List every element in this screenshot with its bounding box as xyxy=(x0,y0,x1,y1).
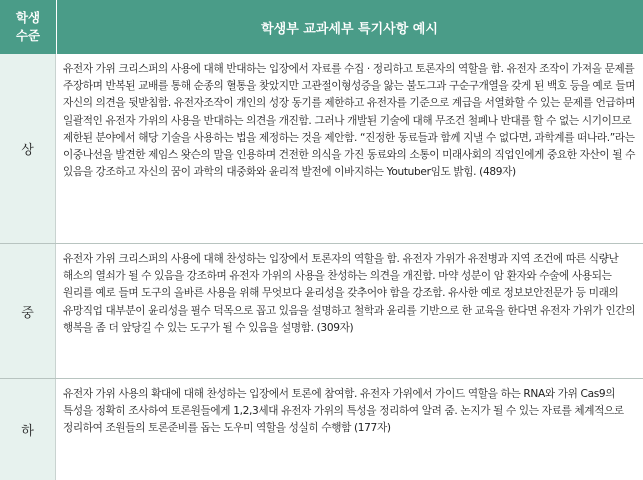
content-cell-low: 유전자 가위 사용의 확대에 대해 찬성하는 입장에서 토론에 참여함. 유전자 가위에서 가이드 역할을 하는 RNA와 가위 Cas9의 특성을 정확히 조사하여 토론원들에게 1,2,3세대 유전자 가위의 특성을 정리하여 알려 줌. 논지가 될 수 있는 자료를 체계적으로 정리하여 조원들의 토론준비를 돕는 도우미 역할을 성실히 수행함 (177자) xyxy=(63,388,624,435)
level-cell-high: 상 xyxy=(0,54,56,243)
content-cell-high: 유전자 가위 크리스퍼의 사용에 대해 반대하는 입장에서 자료를 수집 · 정리하고 토론자의 역할을 함. 유전자 조작이 가져올 문제를 주장하며 반복된 교배를 통해 순종의 혈통을 찾았지만 고관절이형성증을 앓는 불도그과 구순구개열을 갖게 된 백호 등을 예로 들며 자신의 의견을 뒷받침함. 유전자조작이 개인의 성장 동기를 제한하고 유전자를 기준으로 계급을 서열화할 수 있는 문제를 언급하며 일괄적인 유전자 가위의 사용을 반대하는 의견을 개진함. 그러나 개발된 기술에 대해 무조건 철폐나 반대를 할 수 없는 시기이므로 제한된 분야에서 해당 기술을 사용하는 법을 제정하는 것을 제안함. “진정한 동료들과 함께 지낼 수 없다면, 과학계를 떠나라.”라는 이중나선을 발견한 제임스 왓슨의 말을 인용하며 건전한 의식을 가진 동료와의 소통이 미래사회의 직업인에게 중요한 자산이 될 수 있음을 강조하고 자신의 꿈이 과학의 대중화와 윤리적 발전에 이바지하는 Youtuber임도 밝힘. (489자) xyxy=(63,63,636,179)
content-cell-mid: 유전자 가위 크리스퍼의 사용에 대해 찬성하는 입장에서 토론자의 역할을 함. 유전자 가위가 유전병과 지역 조건에 따른 식량난 해소의 열쇠가 될 수 있음을 강조하며 유전자 가위의 사용을 찬성하는 의견을 개진함. 마약 성분이 암 환자와 수술에 사용되는 원리를 예로 들며 도구의 올바른 사용을 위해 무엇보다 윤리성을 갖추어야 함을 강조함. 유사한 예로 정보보안전문가 등 미래의 유망직업 대부분이 윤리성을 필수 덕목으로 꼽고 있음을 설명하고 철학과 윤리를 기반으로 한 교육을 한다면 유전자 가위가 인간의 행복을 좀 더 앞당길 수 있는 도구가 될 수 있음을 설명함. (309자) xyxy=(63,253,636,334)
row-divider xyxy=(0,378,643,379)
table-header xyxy=(0,0,643,54)
level-cell-low: 하 xyxy=(0,379,56,480)
header-title: 학생부 교과세부 특기사항 예시 xyxy=(261,21,438,37)
header-level-label: 학생 수준 xyxy=(15,10,41,43)
row-divider xyxy=(0,243,643,244)
level-cell-mid: 중 xyxy=(0,244,56,378)
